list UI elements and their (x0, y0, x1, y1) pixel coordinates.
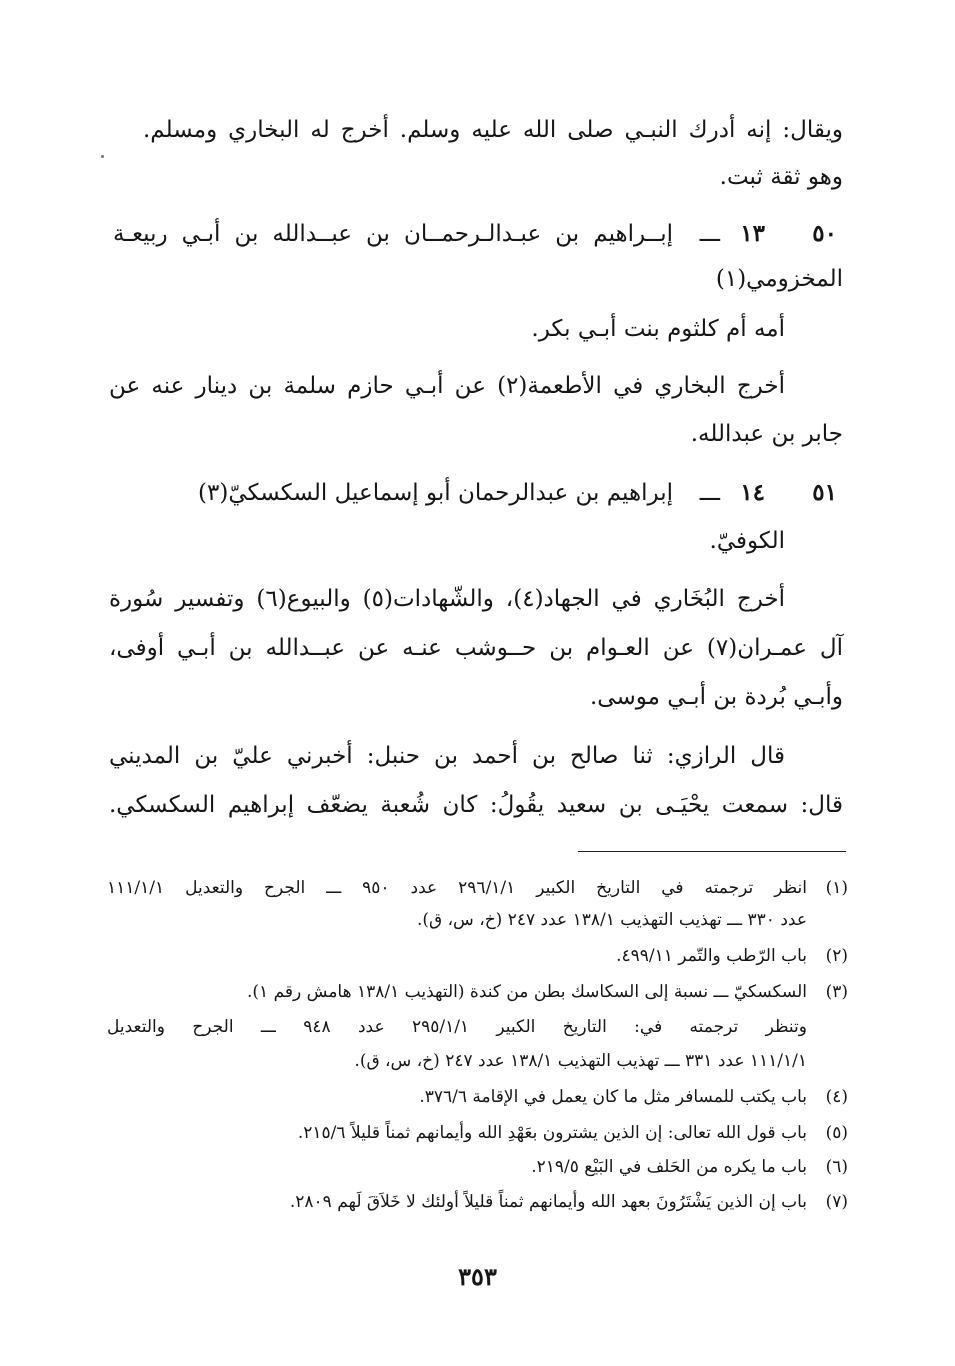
entry-number: ٥٠ (812, 220, 837, 247)
footnote-line: السكسكيّ ـــ نسبة إلى السكاسك بطن من كندة (التهذيب ١٣٨/١ هامش رقم ١). (247, 982, 807, 1002)
footnote-rule (578, 851, 846, 852)
entry-dash: ـــ (699, 221, 720, 247)
body-line: وهو ثقة ثبت. (719, 164, 843, 190)
entry-number: ٥١ (812, 479, 837, 506)
body-line: أخرج البُخَاري في الجهاد(٤)، والشّهادات(٥) والبيوع(٦) وتفسير سُورة (109, 586, 785, 612)
entry-title-line: الكوفيّ. (709, 528, 785, 554)
page-number: ٣٥٣ (458, 1262, 497, 1291)
entry-subnumber: ١٤ (740, 479, 765, 506)
footnote-line: باب ما يكره من الحَلف في البَيْع ٢١٩/٥. (531, 1157, 807, 1177)
body-line: أخرج البخاري في الأطعمة(٢) عن أبـي حازم سلمة بن دينار عنه عن (109, 373, 785, 399)
entry-subnumber: ١٣ (740, 220, 765, 247)
footnote-line: باب قول الله تعالى: إن الذين يشترون بعَهْدِ الله وأيمانهم ثمناً قليلاً ٢١٥/٦. (297, 1123, 807, 1143)
footnote-label: (٥) (825, 1123, 848, 1143)
body-line: آل عمـران(٧) عن العـوام بن حــوشب عنـه عن عبــدالله بن أبـي أوفى، (109, 635, 843, 661)
footnote-label: (٢) (825, 946, 848, 966)
footnote-line: باب إن الذين يَشْتَرُونَ بعهد الله وأيمانهم ثمناً قليلاً أولئك لا خَلاَقَ لَهم ٢٨٠٩. (289, 1192, 807, 1212)
entry-dash: ـــ (699, 480, 720, 506)
body-line: قال الرازي: ثنا صالح بن أحمد بن حنبل: أخبرني عليّ بن المديني (109, 743, 785, 769)
entry-title-line: إبراهيم بن عبدالرحمان أبو إسماعيل السكسكيّ(٣) (198, 480, 673, 506)
scan-speck (101, 155, 104, 158)
footnote-line: وتنظر ترجمته في: التاريخ الكبير ٢٩٥/١/١ عدد ٩٤٨ ـــ الجرح والتعديل (107, 1017, 807, 1037)
footnote-label: (٤) (825, 1087, 848, 1107)
body-line: ويقال: إنه أدرك النبـي صلى الله عليه وسلم. أخرج له البخاري ومسلم. (143, 117, 843, 143)
footnote-label: (٣) (825, 982, 848, 1002)
footnote-line: ١١١/١/١ عدد ٣٣١ ـــ تهذيب التهذيب ١٣٨/١ عدد ٢٤٧ (خ، س، ق). (354, 1051, 807, 1071)
body-line: جابر بن عبدالله. (690, 421, 843, 447)
footnote-line: باب الرّطب والتّمر ٤٩٩/١١. (616, 946, 807, 966)
body-line: وأبـي بُردة بن أبـي موسى. (590, 684, 843, 710)
footnote-line: عدد ٣٣٠ ـــ تهذيب التهذيب ١٣٨/١ عدد ٢٤٧ (خ، س، ق). (416, 910, 807, 930)
footnote-line: باب يكتب للمسافر مثل ما كان يعمل في الإقامة ٣٧٦/٦. (419, 1087, 807, 1107)
body-line: أمه أم كلثوم بنت أبـي بكر. (531, 316, 785, 342)
footnote-label: (٦) (825, 1157, 848, 1177)
entry-title-line: إبــراهيم بن عبـدالـرحمــان بن عبــدالله بن أبـي ربيعـة (113, 221, 673, 247)
footnote-label: (١) (825, 878, 848, 898)
entry-title-line: المخزومي(١) (715, 266, 843, 292)
footnote-line: انظر ترجمته في التاريخ الكبير ٢٩٦/١/١ عدد ٩٥٠ ـــ الجرح والتعديل ١١١/١/١ (107, 878, 807, 898)
footnote-label: (٧) (825, 1192, 848, 1212)
body-line: قال: سمعت يحْيَـى بن سعيد يقُولُ: كان شُعبة يضعّف إبراهيم السكسكي. (109, 792, 843, 818)
